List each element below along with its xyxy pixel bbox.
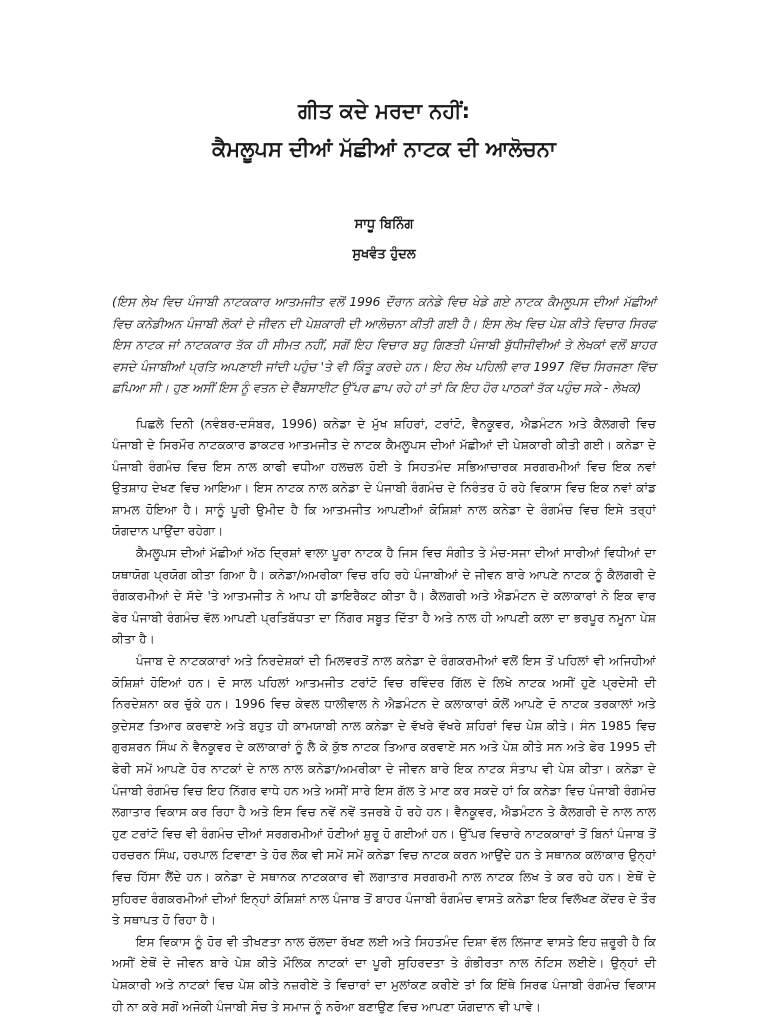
author-1: ਸਾਧੂ ਬਿਨਿੰਗ <box>354 217 414 232</box>
article-body <box>112 292 656 1014</box>
title-line-1: ਗੀਤ ਕਦੇ ਮਰਦਾ ਨਹੀਂ: <box>297 99 471 123</box>
paragraph-1: ਪਿਛਲੇ ਦਿਨੀ (ਨਵੰਬਰ-ਦਸੰਬਰ, 1996) ਕਨੇਡਾ ਦੇ ਮੁੱਖ ਸ਼ਹਿਰਾਂ, ਟਰਾਂਟੋ, ਵੈਨਕੂਵਰ, ਐਡਮੰਟਨ ਅਤੇ ਕੈਲਗਰੀ ਵਿਚ ਪੰਜਾਬੀ ਦੇ ਸਿਰਮੌਰ ਨਾਟਕਕਾਰ ਡਾਕਟਰ ਆਤਮਜੀਤ ਦੇ ਨਾਟਕ ਕੈਮਲੂਪਸ ਦੀਆਂ ਮੱਛੀਆਂ ਦੀ ਪੇਸ਼ਕਾਰੀ ਕੀਤੀ ਗਈ। ਕਨੇਡਾ ਦੇ ਪੰਜਾਬੀ ਰੰਗਮੰਚ ਵਿਚ ਇਸ ਨਾਲ ਕਾਫੀ ਵਧੀਆ ਹਲਚਲ ਹੋਈ ਤੇ ਸਿਹਤਮੰਦ ਸਭਿਆਚਾਰਕ ਸਰਗਰਮੀਆਂ ਵਿਚ ਇਕ ਨਵਾਂ ਉਤਸ਼ਾਹ ਦੇਖਣ ਵਿਚ ਆਇਆ। ਇਸ ਨਾਟਕ ਨਾਲ ਕਨੇਡਾ ਦੇ ਪੰਜਾਬੀ ਰੰਗਮੰਚ ਦੇ ਨਿਰੰਤਰ ਹੋ ਰਹੇ ਵਿਕਾਸ ਵਿਚ ਇਕ ਨਵਾਂ ਕਾਂਡ ਸ਼ਾਮਲ ਹੋਇਆ ਹੈ। ਸਾਨੂੰ ਪੂਰੀ ਉਮੀਦ ਹੈ ਕਿ ਆਤਮਜੀਤ ਆਪਣੀਆਂ ਕੋਸ਼ਿਸ਼ਾਂ ਨਾਲ ਕਨੇਡਾ ਦੇ ਰੰਗਮੰਚ ਵਿਚ ਇਸੇ ਤਰ੍ਹਾਂ ਯੋਗਦਾਨ ਪਾਉਂਦਾ ਰਹੇਗਾ। <box>112 416 656 539</box>
abstract: (ਇਸ ਲੇਖ ਵਿਚ ਪੰਜਾਬੀ ਨਾਟਕਕਾਰ ਆਤਮਜੀਤ ਵਲੋਂ 1996 ਦੌਰਾਨ ਕਨੇਡੇ ਵਿਚ ਖੇਡੇ ਗਏ ਨਾਟਕ ਕੈਮਲੂਪਸ ਦੀਆਂ ਮੱਛੀਆਂ ਵਿਚ ਕਨੇਡੀਅਨ ਪੰਜਾਬੀ ਲੋਕਾਂ ਦੇ ਜੀਵਨ ਦੀ ਪੇਸ਼ਕਾਰੀ ਦੀ ਆਲੋਚਨਾ ਕੀਤੀ ਗਈ ਹੈ। ਇਸ ਲੇਖ ਵਿਚ ਪੇਸ਼ ਕੀਤੇ ਵਿਚਾਰ ਸਿਰਫ ਇਸ ਨਾਟਕ ਜਾਂ ਨਾਟਕਕਾਰ ਤੱਕ ਹੀ ਸੀਮਤ ਨਹੀਂ, ਸਗੋਂ ਇਹ ਵਿਚਾਰ ਬਹੁ ਗਿਣਤੀ ਪੰਜਾਬੀ ਬੁੱਧੀਜੀਵੀਆਂ ਤੇ ਲੇਖਕਾਂ ਵਲੋਂ ਬਾਹਰ ਵਸਦੇ ਪੰਜਾਬੀਆਂ ਪ੍ਰਤਿ ਅਪਣਾਈ ਜਾਂਦੀ ਪਹੁੰਚ 'ਤੇ ਵੀ ਕਿੰਤੂ ਕਰਦੇ ਹਨ। ਇਹ ਲੇਖ ਪਹਿਲੀ ਵਾਰ 1997 ਵਿੱਚ ਸਿਰਜਣਾ ਵਿੱਚ ਛਪਿਆ ਸੀ। ਹੁਣ ਅਸੀਂ ਇਸ ਨੂੰ ਵਤਨ ਦੇ ਵੈੱਬਸਾਈਟ ਉੱਪਰ ਛਾਪ ਰਹੇ ਹਾਂ ਤਾਂ ਕਿ ਇਹ ਹੋਰ ਪਾਠਕਾਂ ਤੱਕ ਪਹੁੰਚ ਸਕੇ - ਲੇਖਕ) <box>112 295 656 395</box>
author-2: ਸੁਖਵੰਤ ਹੁੰਦਲ <box>352 247 416 262</box>
paragraph-3: ਪੰਜਾਬ ਦੇ ਨਾਟਕਕਾਰਾਂ ਅਤੇ ਨਿਰਦੇਸ਼ਕਾਂ ਦੀ ਮਿਲਵਰਤੋਂ ਨਾਲ ਕਨੇਡਾ ਦੇ ਰੰਗਕਰਮੀਆਂ ਵਲੋਂ ਇਸ ਤੋਂ ਪਹਿਲਾਂ ਵੀ ਅਜਿਹੀਆਂ ਕੋਸ਼ਿਸ਼ਾਂ ਹੋਇਆਂ ਹਨ। ਦੋ ਸਾਲ ਪਹਿਲਾਂ ਆਤਮਜੀਤ ਟਰਾਂਟੋ ਵਿਚ ਰਵਿੰਦਰ ਗਿੱਲ ਦੇ ਲਿਖੇ ਨਾਟਕ ਅਸੀਂ ਹੁਣੇ ਪ੍ਰਦੇਸੀ ਦੀ ਨਿਰਦੇਸ਼ਨਾ ਕਰ ਚੁੱਕੇ ਹਨ। 1996 ਵਿਚ ਕੇਵਲ ਧਾਲੀਵਾਲ ਨੇ ਐਡਮੰਟਨ ਦੇ ਕਲਾਕਾਰਾਂ ਕੋਲੋਂ ਆਪਣੇ ਦੋ ਨਾਟਕ ਤਰਕਾਲਾਂ ਅਤੇ ਕੁਦੇਸਣ ਤਿਆਰ ਕਰਵਾਏ ਅਤੇ ਬਹੁਤ ਹੀ ਕਾਮਯਾਬੀ ਨਾਲ ਕਨੇਡਾ ਦੇ ਵੱਖਰੇ ਵੱਖਰੇ ਸ਼ਹਿਰਾਂ ਵਿਚ ਪੇਸ਼ ਕੀਤੇ। ਸੰਨ 1985 ਵਿਚ ਗੁਰਸ਼ਰਨ ਸਿੰਘ ਨੇ ਵੈਨਕੂਵਰ ਦੇ ਕਲਾਕਾਰਾਂ ਨੂੰ ਲੈ ਕੇ ਕੁੱਝ ਨਾਟਕ ਤਿਆਰ ਕਰਵਾਏ ਸਨ ਅਤੇ ਪੇਸ਼ ਕੀਤੇ ਸਨ ਅਤੇ ਫੇਰ 1995 ਦੀ ਫੇਰੀ ਸਮੇਂ ਆਪਣੇ ਹੋਰ ਨਾਟਕਾਂ ਦੇ ਨਾਲ ਨਾਲ ਕਨੇਡਾ/ਅਮਰੀਕਾ ਦੇ ਜੀਵਨ ਬਾਰੇ ਇਕ ਨਾਟਕ ਸੰਤਾਪ ਵੀ ਪੇਸ਼ ਕੀਤਾ। ਕਨੇਡਾ ਦੇ ਪੰਜਾਬੀ ਰੰਗਮੰਚ ਵਿਚ ਇਹ ਨਿੱਗਰ ਵਾਧੇ ਹਨ ਅਤੇ ਅਸੀਂ ਸਾਰੇ ਇਸ ਗੱਲ ਤੇ ਮਾਣ ਕਰ ਸਕਦੇ ਹਾਂ ਕਿ ਕਨੇਡਾ ਵਿਚ ਪੰਜਾਬੀ ਰੰਗਮੰਚ ਲਗਾਤਾਰ ਵਿਕਾਸ ਕਰ ਰਿਹਾ ਹੈ ਅਤੇ ਇਸ ਵਿਚ ਨਵੇਂ ਨਵੇਂ ਤਜਰਬੇ ਹੋ ਰਹੇ ਹਨ। ਵੈਨਕੂਵਰ, ਐਡਮੰਟਨ ਤੇ ਕੈਲਗਰੀ ਦੇ ਨਾਲ ਨਾਲ ਹੁਣ ਟਰਾਂਟੋ ਵਿਚ ਵੀ ਰੰਗਮੰਚ ਦੀਆਂ ਸਰਗਰਮੀਆਂ ਹੋਣੀਆਂ ਸ਼ੁਰੂ ਹੋ ਗਈਆਂ ਹਨ। ਉੱਪਰ ਵਿਚਾਰੇ ਨਾਟਕਕਾਰਾਂ ਤੋਂ ਬਿਨਾਂ ਪੰਜਾਬ ਤੋਂ ਹਰਚਰਨ ਸਿੰਘ, ਹਰਪਾਲ ਟਿਵਾਣਾ ਤੇ ਹੋਰ ਲੋਕ ਵੀ ਸਮੇਂ ਸਮੇਂ ਕਨੇਡਾ ਵਿਚ ਨਾਟਕ ਕਰਨ ਆਉਂਦੇ ਹਨ ਤੇ ਸਥਾਨਕ ਕਲਾਕਾਰ ਉਨ੍ਹਾਂ ਵਿਚ ਹਿੱਸਾ ਲੈਂਦੇ ਹਨ। ਕਨੇਡਾ ਦੇ ਸਥਾਨਕ ਨਾਟਕਕਾਰ ਵੀ ਲਗਾਤਾਰ ਸਰਗਰਮੀ ਨਾਲ ਨਾਟਕ ਲਿਖ ਤੇ ਕਰ ਰਹੇ ਹਨ। ਏਥੋਂ ਦੇ ਸੁਹਿਰਦ ਰੰਗਕਰਮੀਆਂ ਦੀਆਂ ਇਨ੍ਹਾਂ ਕੋਸ਼ਿਸ਼ਾਂ ਨਾਲ ਪੰਜਾਬ ਤੋਂ ਬਾਹਰ ਪੰਜਾਬੀ ਰੰਗਮੰਚ ਵਾਸਤੇ ਕਨੇਡਾ ਇਕ ਵਿਲੱਖਣ ਕੇਂਦਰ ਦੇ ਤੌਰ ਤੇ ਸਥਾਪਤ ਹੋ ਰਿਹਾ ਹੈ। <box>112 654 656 928</box>
authors-block <box>112 210 656 270</box>
title-line-2: ਕੈਮਲੂਪਸ ਦੀਆਂ ਮੱਛੀਆਂ ਨਾਟਕ ਦੀ ਆਲੋਚਨਾ <box>212 137 556 161</box>
title-block <box>112 92 656 168</box>
paragraph-4: ਇਸ ਵਿਕਾਸ ਨੂੰ ਹੋਰ ਵੀ ਤੀਖਣਤਾ ਨਾਲ ਚੱਲਦਾ ਰੱਖਣ ਲਈ ਅਤੇ ਸਿਹਤਮੰਦ ਦਿਸ਼ਾ ਵੱਲ ਲਿਜਾਣ ਵਾਸਤੇ ਇਹ ਜ਼ਰੂਰੀ ਹੈ ਕਿ ਅਸੀਂ ਏਥੋਂ ਦੇ ਜੀਵਨ ਬਾਰੇ ਪੇਸ਼ ਕੀਤੇ ਮੌਲਿਕ ਨਾਟਕਾਂ ਦਾ ਪੂਰੀ ਸੁਹਿਰਦਤਾ ਤੇ ਗੰਭੀਰਤਾ ਨਾਲ ਨੋਟਿਸ ਲਈਏ। ਉਨ੍ਹਾਂ ਦੀ ਪੇਸ਼ਕਾਰੀ ਅਤੇ ਨਾਟਕਾਂ ਵਿਚ ਪੇਸ਼ ਕੀਤੇ ਨਜ਼ਰੀਏ ਤੇ ਵਿਚਾਰਾਂ ਦਾ ਮੁਲਾਂਕਣ ਕਰੀਏ ਤਾਂ ਕਿ ਇੱਥੇ ਸਿਰਫ ਪੰਜਾਬੀ ਰੰਗਮੰਚ ਵਿਕਾਸ ਹੀ ਨਾ ਕਰੇ ਸਗੋਂ ਅਜੋਕੀ ਪੰਜਾਬੀ ਸੋਚ ਤੇ ਸਮਾਜ ਨੂੰ ਨਰੋਆ ਬਣਾਉਣ ਵਿਚ ਆਪਣਾ ਯੋਗਦਾਨ ਵੀ ਪਾਵੇ। <box>112 934 656 1014</box>
paragraph-2: ਕੈਮਲੂਪਸ ਦੀਆਂ ਮੱਛੀਆਂ ਅੱਠ ਦ੍ਰਿਸ਼ਾਂ ਵਾਲਾ ਪੂਰਾ ਨਾਟਕ ਹੈ ਜਿਸ ਵਿਚ ਸੰਗੀਤ ਤੇ ਮੰਚ-ਸਜਾ ਦੀਆਂ ਸਾਰੀਆਂ ਵਿਧੀਆਂ ਦਾ ਯਥਾਯੋਗ ਪ੍ਰਯੋਗ ਕੀਤਾ ਗਿਆ ਹੈ। ਕਨੇਡਾ/ਅਮਰੀਕਾ ਵਿਚ ਰਹਿ ਰਹੇ ਪੰਜਾਬੀਆਂ ਦੇ ਜੀਵਨ ਬਾਰੇ ਆਪਣੇ ਨਾਟਕ ਨੂੰ ਕੈਲਗਰੀ ਦੇ ਰੰਗਕਰਮੀਆਂ ਦੇ ਸੱਦੇ 'ਤੇ ਆਤਮਜੀਤ ਨੇ ਆਪ ਹੀ ਡਾਇਰੈਕਟ ਕੀਤਾ ਹੈ। ਕੈਲਗਰੀ ਅਤੇ ਐਡਮੰਟਨ ਦੇ ਕਲਾਕਾਰਾਂ ਨੇ ਇਕ ਵਾਰ ਫੇਰ ਪੰਜਾਬੀ ਰੰਗਮੰਚ ਵੱਲ ਆਪਣੀ ਪ੍ਰਤਿਬੱਧਤਾ ਦਾ ਨਿੱਗਰ ਸਬੂਤ ਦਿੱਤਾ ਹੈ ਅਤੇ ਨਾਲ ਹੀ ਆਪਣੀ ਕਲਾ ਦਾ ਭਰਪੂਰ ਨਮੂਨਾ ਪੇਸ਼ ਕੀਤਾ ਹੈ। <box>112 546 656 647</box>
